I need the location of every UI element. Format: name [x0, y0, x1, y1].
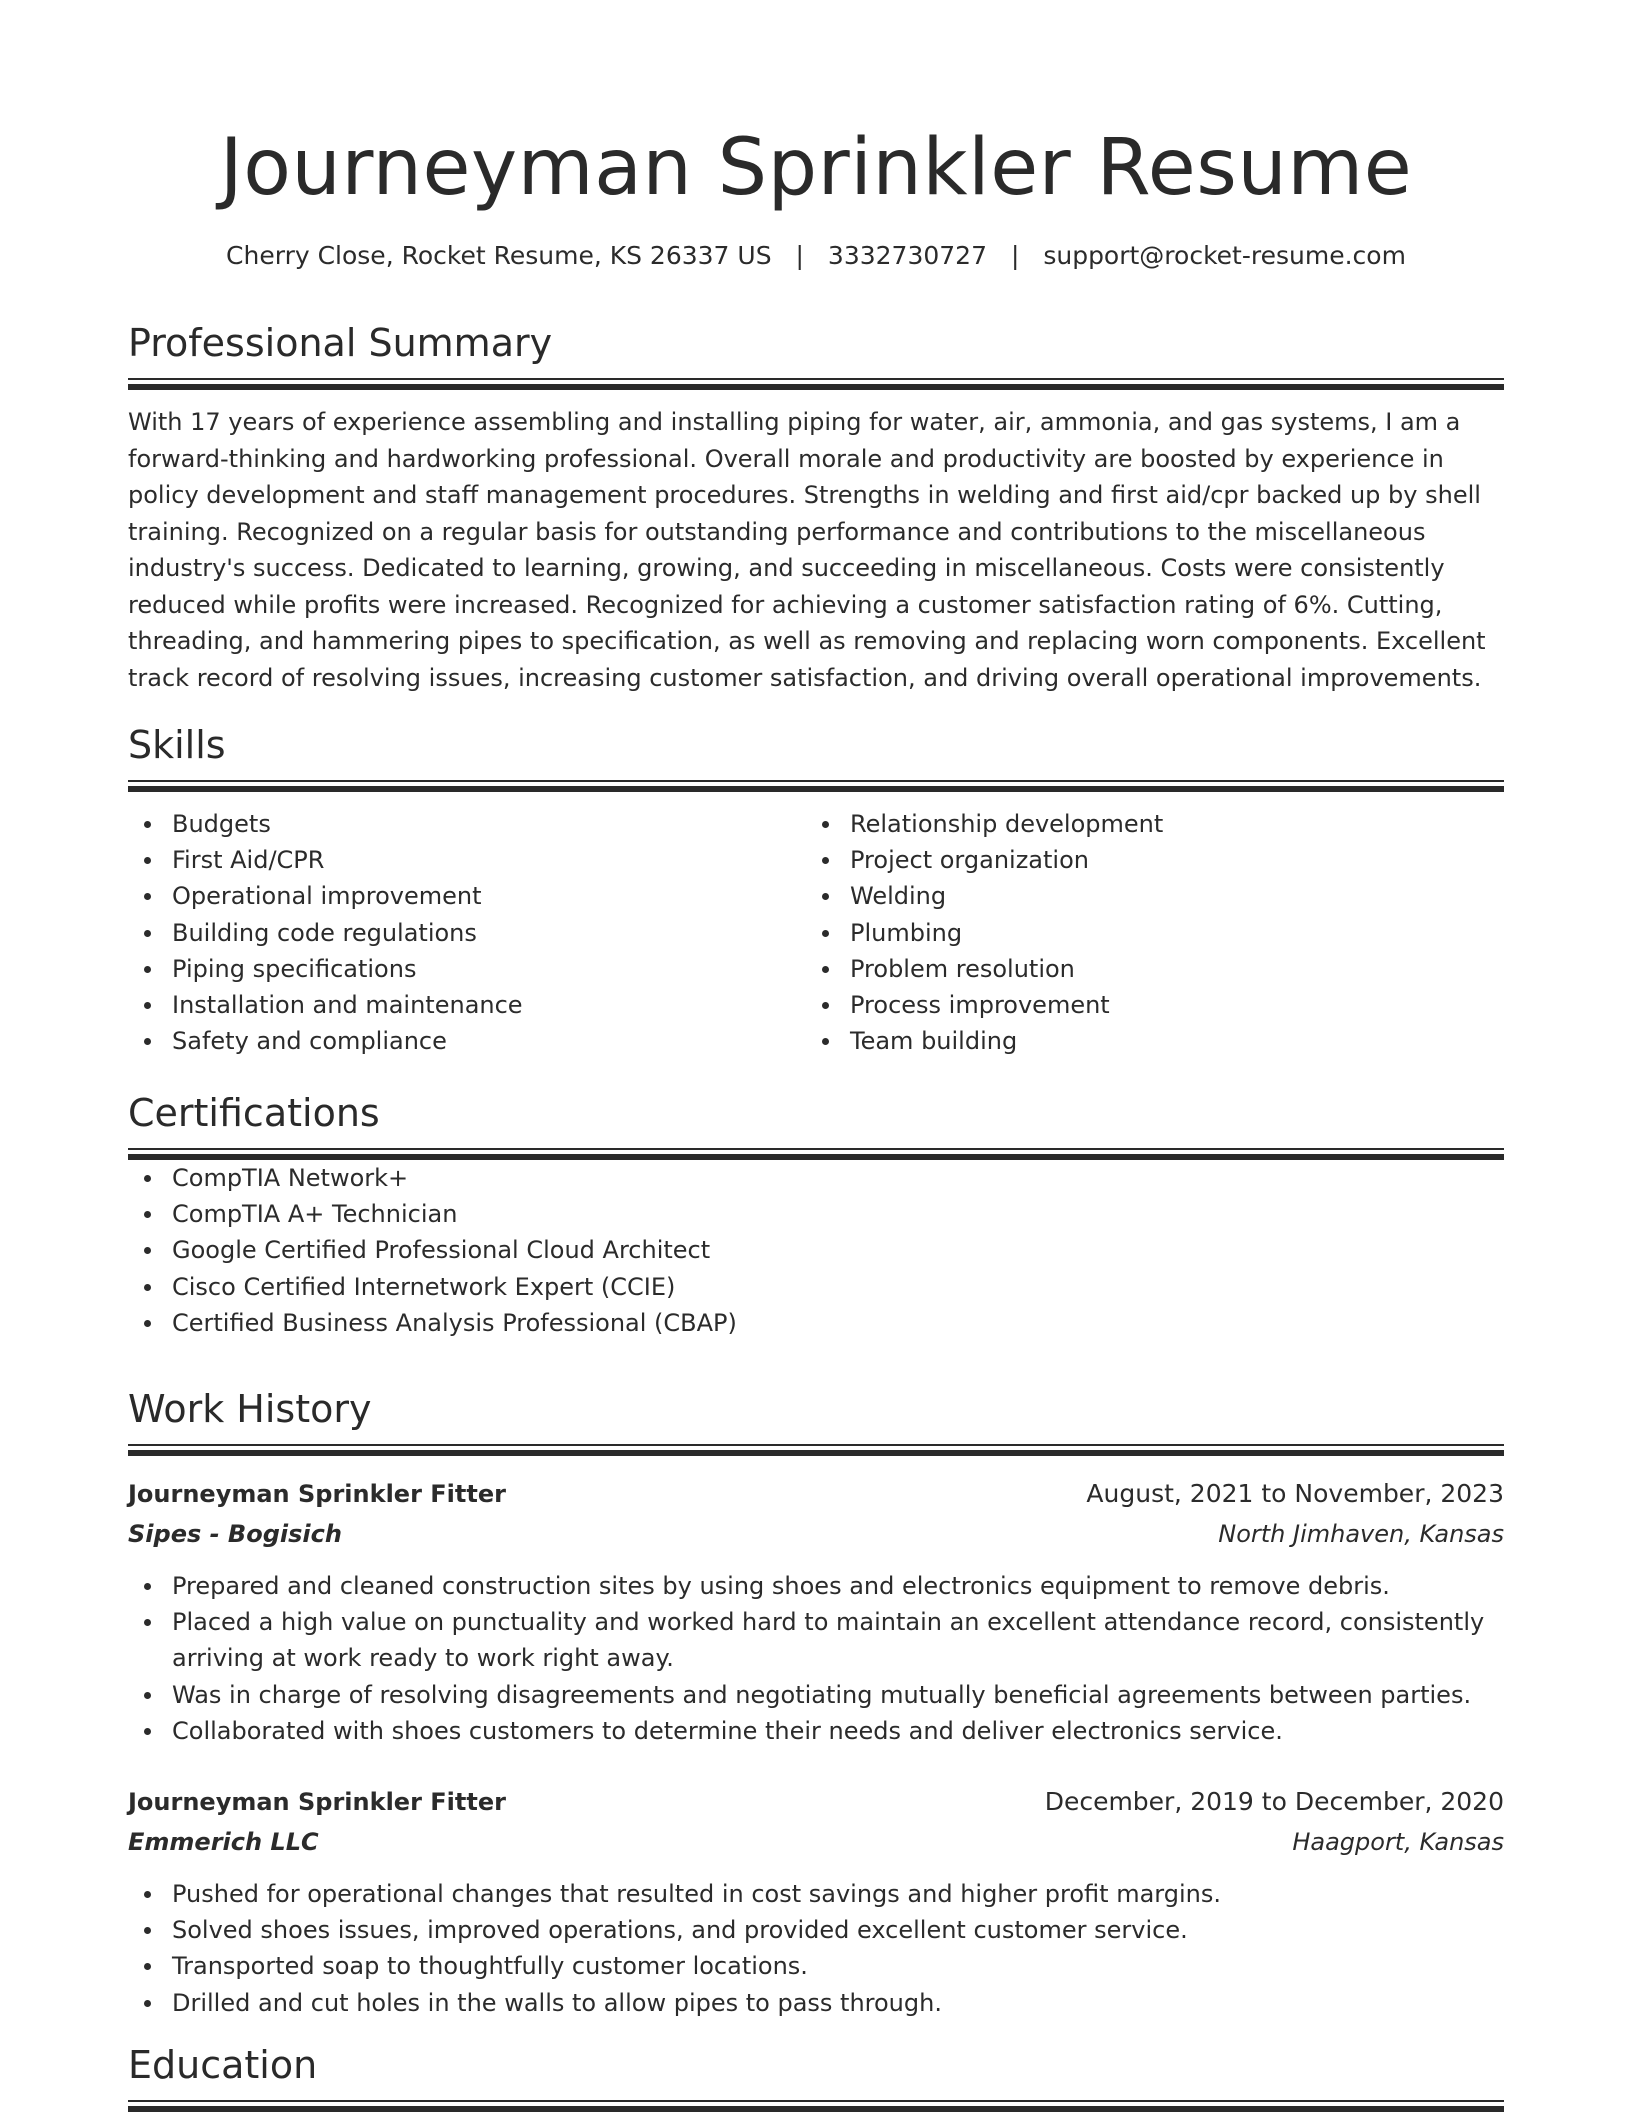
skill-item: Welding — [806, 878, 1484, 914]
skill-item: Building code regulations — [128, 915, 806, 951]
section-divider — [128, 780, 1504, 792]
job-company: Emmerich LLC — [128, 1828, 319, 1856]
skill-item: Plumbing — [806, 915, 1484, 951]
skill-item: Budgets — [128, 806, 806, 842]
contact-address: Cherry Close, Rocket Resume, KS 26337 US — [226, 241, 772, 270]
job-bullet: Transported soap to thoughtfully customer locations. — [128, 1948, 1504, 1984]
section-divider — [128, 378, 1504, 390]
job-bullets — [128, 1568, 1504, 1749]
job-bullet: Solved shoes issues, improved operations, and provided excellent customer service. — [128, 1912, 1504, 1948]
job-entry — [128, 1474, 1504, 1749]
contact-phone: 3332730727 — [827, 241, 987, 270]
skills-list-left — [128, 806, 806, 1059]
work-history-title: Work History — [128, 1387, 372, 1431]
certifications-title: Certifications — [128, 1091, 380, 1135]
skills-title: Skills — [128, 723, 226, 767]
skill-item: Relationship development — [806, 806, 1484, 842]
job-bullets — [128, 1876, 1504, 2021]
education-section — [128, 2040, 1504, 2112]
job-subheader-row — [128, 1822, 1504, 1862]
skill-item: Operational improvement — [128, 878, 806, 914]
contact-separator: | — [1010, 241, 1020, 270]
certification-item: Cisco Certified Internetwork Expert (CCIE) — [128, 1269, 1504, 1305]
contact-separator: | — [795, 241, 804, 270]
skill-item: Process improvement — [806, 987, 1484, 1023]
certification-item: CompTIA Network+ — [128, 1160, 1504, 1196]
contact-email: support@rocket-resume.com — [1043, 241, 1406, 270]
education-title: Education — [128, 2043, 318, 2087]
job-company: Sipes - Bogisich — [128, 1520, 342, 1548]
job-bullet: Collaborated with shoes customers to determine their needs and deliver electronics service. — [128, 1713, 1504, 1749]
skill-item: First Aid/CPR — [128, 842, 806, 878]
certifications-list — [128, 1160, 1504, 1341]
work-history-section — [128, 1384, 1504, 1456]
job-location: North Jimhaven, Kansas — [1218, 1520, 1504, 1548]
skill-item: Problem resolution — [806, 951, 1484, 987]
job-subheader-row — [128, 1514, 1504, 1554]
job-dates: August, 2021 to November, 2023 — [1086, 1479, 1504, 1508]
section-divider — [128, 1148, 1504, 1160]
certifications-section — [128, 1088, 1504, 1341]
summary-section — [128, 318, 1504, 696]
job-location: Haagport, Kansas — [1292, 1828, 1504, 1856]
contact-line — [128, 238, 1504, 274]
skill-item: Safety and compliance — [128, 1023, 806, 1059]
job-header-row — [128, 1782, 1504, 1822]
skill-item: Piping specifications — [128, 951, 806, 987]
skills-list-right — [806, 806, 1484, 1059]
job-title: Journeyman Sprinkler Fitter — [128, 1480, 506, 1508]
skills-section — [128, 720, 1504, 1059]
job-bullet: Was in charge of resolving disagreements and negotiating mutually beneficial agreements between parties. — [128, 1677, 1504, 1713]
job-bullet: Prepared and cleaned construction sites by using shoes and electronics equipment to remove debris. — [128, 1568, 1504, 1604]
resume-name: Journeyman Sprinkler Resume — [219, 123, 1413, 213]
skill-item: Project organization — [806, 842, 1484, 878]
job-bullet: Placed a high value on punctuality and worked hard to maintain an excellent attendance record, consistently arriving at work ready to work right away. — [128, 1604, 1504, 1676]
summary-title: Professional Summary — [128, 321, 553, 365]
job-bullet: Pushed for operational changes that resulted in cost savings and higher profit margins. — [128, 1876, 1504, 1912]
certification-item: Google Certified Professional Cloud Architect — [128, 1232, 1504, 1268]
job-title: Journeyman Sprinkler Fitter — [128, 1788, 506, 1816]
job-dates: December, 2019 to December, 2020 — [1044, 1787, 1504, 1816]
certification-item: CompTIA A+ Technician — [128, 1196, 1504, 1232]
summary-text: With 17 years of experience assembling and installing piping for water, air, ammonia, and gas systems, I am a forward-thinking and hardworking professional. Overall morale and productivity are boosted by experience in policy development and staff management procedures. Strengths in welding and first aid/cpr backed up by shell training. Recognized on a regular basis for outstanding performance and contributions to the miscellaneous industry's success. Dedicated to learning, growing, and succeeding in miscellaneous. Costs were consistently reduced while profits were increased. Recognized for achieving a customer satisfaction rating of 6%. Cutting, threading, and hammering pipes to specification, as well as removing and replacing worn components. Excellent track record of resolving issues, increasing customer satisfaction, and driving overall operational improvements. — [128, 408, 1486, 692]
skill-item: Team building — [806, 1023, 1484, 1059]
job-bullet: Drilled and cut holes in the walls to allow pipes to pass through. — [128, 1985, 1504, 2021]
skills-columns — [128, 806, 1504, 1059]
section-divider — [128, 2100, 1504, 2112]
section-divider — [128, 1444, 1504, 1456]
job-header-row — [128, 1474, 1504, 1514]
certification-item: Certified Business Analysis Professional (CBAP) — [128, 1305, 1504, 1341]
job-entry — [128, 1782, 1504, 2021]
skill-item: Installation and maintenance — [128, 987, 806, 1023]
